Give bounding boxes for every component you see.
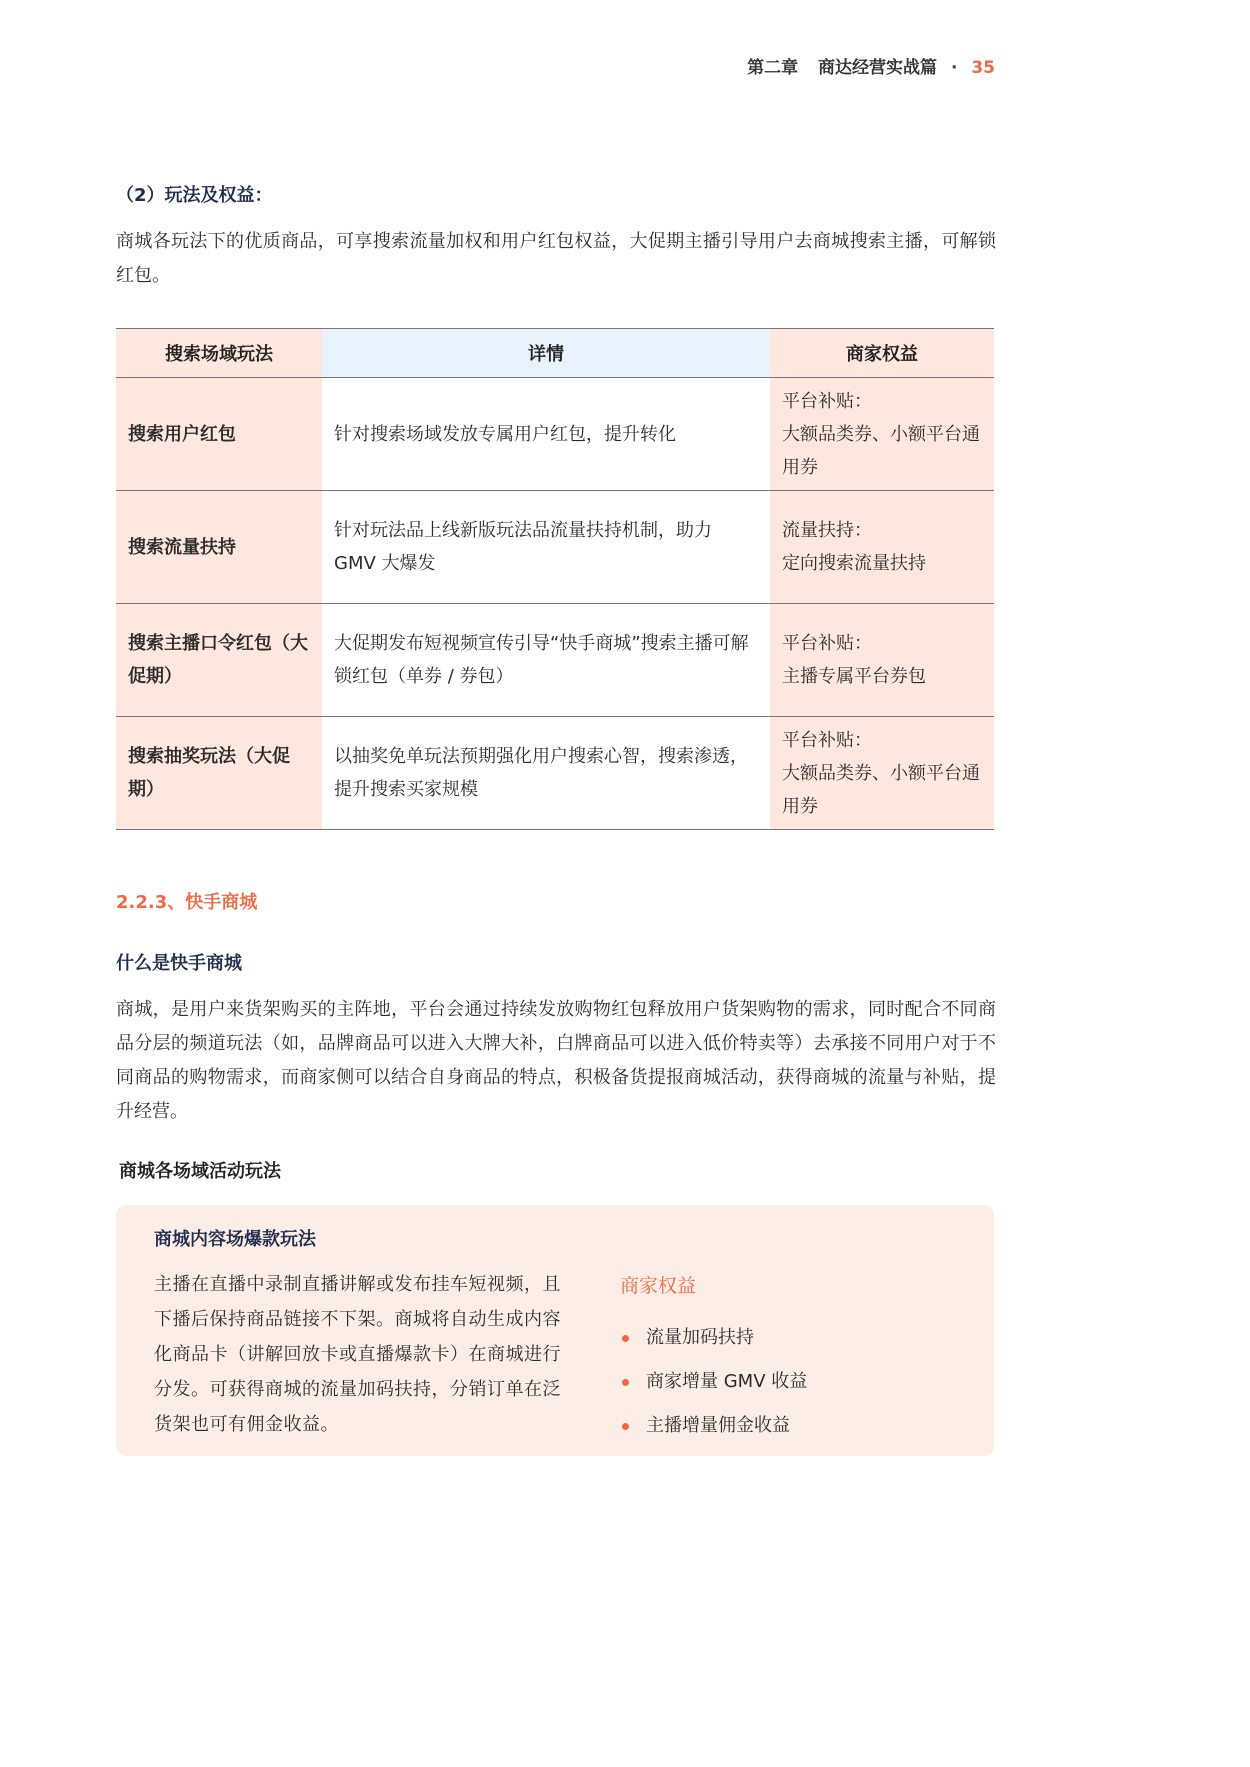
- benefit-type: 平台补贴：: [782, 390, 872, 412]
- header-separator: ·: [950, 58, 958, 78]
- what-is-mall-heading: 什么是快手商城: [116, 953, 242, 974]
- column-header-benefit: 商家权益: [770, 329, 994, 378]
- table-row: [116, 378, 994, 491]
- table-header-row: [116, 329, 994, 378]
- play-intro-paragraph: 商城各玩法下的优质商品，可享搜索流量加权和用户红包权益，大促期主播引导用户去商城搜索主播，可解锁红包。: [116, 231, 996, 286]
- column-header-detail: 详情: [322, 329, 770, 378]
- table-row: [116, 491, 994, 604]
- play-detail-cell: 以抽奖免单玩法预期强化用户搜索心智，搜索渗透，提升搜索买家规模: [322, 717, 770, 830]
- page-number: 35: [971, 58, 995, 78]
- play-name-cell: 搜索主播口令红包（大促期）: [116, 604, 322, 717]
- chapter-label: 第二章: [747, 58, 799, 78]
- benefit-type: 流量扶持：: [782, 520, 872, 541]
- running-header: [747, 53, 995, 78]
- play-benefit-cell: [770, 604, 994, 717]
- card-rights-heading: 商家权益: [620, 1275, 697, 1297]
- list-item-label: 商家增量 GMV 收益: [646, 1371, 808, 1392]
- list-item: [620, 1415, 807, 1459]
- benefit-detail: 定向搜索流量扶持: [782, 553, 926, 574]
- play-name-cell: 搜索抽奖玩法（大促期）: [116, 717, 322, 830]
- play-subheading: （2）玩法及权益：: [116, 185, 273, 206]
- card-title: 商城内容场爆款玩法: [154, 1229, 316, 1250]
- play-detail-cell: 大促期发布短视频宣传引导“快手商城”搜索主播可解锁红包（单券 / 券包）: [322, 604, 770, 717]
- play-benefit-cell: [770, 378, 994, 491]
- mall-activity-heading: 商城各场域活动玩法: [119, 1161, 281, 1182]
- bullet-dot-icon: [622, 1335, 629, 1342]
- play-benefit-cell: [770, 491, 994, 604]
- play-detail-cell: 针对搜索场域发放专属用户红包，提升转化: [322, 378, 770, 491]
- benefit-detail: 主播专属平台券包: [782, 666, 926, 687]
- bullet-dot-icon: [622, 1423, 629, 1430]
- play-name-cell: 搜索用户红包: [116, 378, 322, 491]
- card-rights-list: [620, 1327, 807, 1459]
- play-benefit-cell: [770, 717, 994, 830]
- content-play-card: [116, 1205, 994, 1456]
- card-body-text: 主播在直播中录制直播讲解或发布挂车短视频，且下播后保持商品链接不下架。商城将自动生成内容化商品卡（讲解回放卡或直播爆款卡）在商城进行分发。可获得商城的流量加码扶持，分销订单在泛货架也可有佣金收益。: [154, 1274, 561, 1435]
- list-item: [620, 1371, 807, 1415]
- table-row: [116, 717, 994, 830]
- list-item-label: 主播增量佣金收益: [646, 1415, 790, 1436]
- benefit-detail: 大额品类券、小额平台通用券: [782, 762, 980, 817]
- benefit-detail: 大额品类券、小额平台通用券: [782, 423, 980, 478]
- bullet-dot-icon: [622, 1379, 629, 1386]
- play-detail-cell: 针对玩法品上线新版玩法品流量扶持机制，助力 GMV 大爆发: [322, 491, 770, 604]
- search-play-table: [116, 328, 994, 830]
- list-item-label: 流量加码扶持: [646, 1327, 754, 1348]
- play-name-cell: 搜索流量扶持: [116, 491, 322, 604]
- benefit-type: 平台补贴：: [782, 729, 872, 751]
- section-heading-mall: 2.2.3、快手商城: [116, 892, 258, 913]
- benefit-type: 平台补贴：: [782, 633, 872, 654]
- what-is-mall-paragraph: 商城，是用户来货架购买的主阵地，平台会通过持续发放购物红包释放用户货架购物的需求，同时配合不同商品分层的频道玩法（如，品牌商品可以进入大牌大补，白牌商品可以进入低价特卖等）去承接不同用户对于不同商品的购物需求，而商家侧可以结合自身商品的特点，积极备货提报商城活动，获得商城的流量与补贴，提升经营。: [116, 999, 996, 1122]
- table-row: [116, 604, 994, 717]
- list-item: [620, 1327, 807, 1371]
- column-header-play: 搜索场域玩法: [116, 329, 322, 378]
- chapter-title: 商达经营实战篇: [818, 58, 938, 78]
